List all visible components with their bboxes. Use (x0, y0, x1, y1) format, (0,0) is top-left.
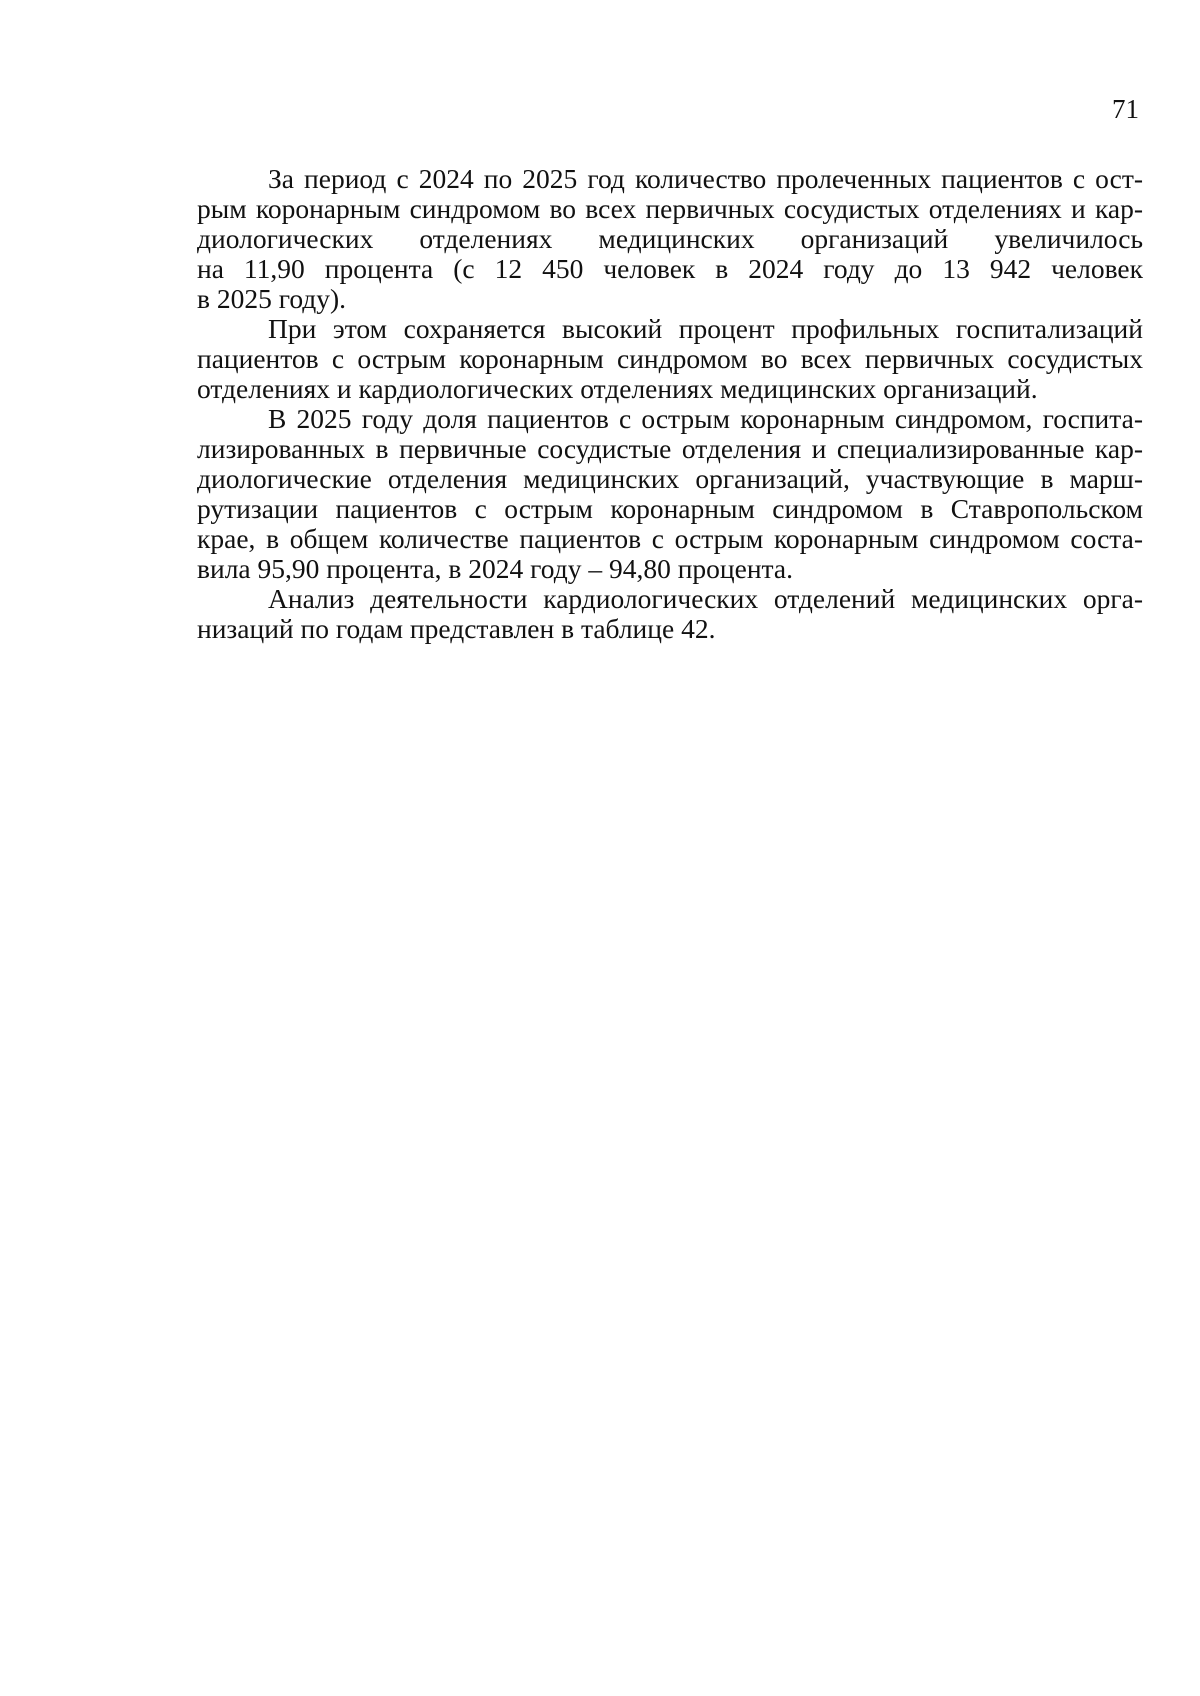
paragraph-1-line-1: За период с 2024 по 2025 год количество пролеченных пациентов с ост- (268, 163, 1143, 194)
paragraph-2-line-1: При этом сохраняется высокий процент профильных госпитализаций (268, 313, 1143, 344)
page-number: 71 (1112, 94, 1139, 124)
paragraph-1-line-2: рым коронарным синдромом во всех первичных сосудистых отделениях и кар- (197, 193, 1143, 224)
paragraph-4-line-2: низаций по годам представлен в таблице 42. (197, 613, 716, 644)
paragraph-1-line-5: в 2025 году). (197, 283, 347, 314)
paragraph-2-line-3: отделениях и кардиологических отделениях медицинских организаций. (197, 373, 1038, 404)
paragraph-3-line-4: рутизации пациентов с острым коронарным синдромом в Ставропольском (197, 493, 1143, 524)
paragraph-4-line-1: Анализ деятельности кардиологических отделений медицинских орга- (268, 583, 1143, 614)
paragraph-3-line-6: вила 95,90 процента, в 2024 году – 94,80 процента. (197, 553, 793, 584)
paragraph-2-line-2: пациентов с острым коронарным синдромом во всех первичных сосудистых (197, 343, 1143, 374)
paragraph-3-line-1: В 2025 году доля пациентов с острым коронарным синдромом, госпита- (268, 403, 1143, 434)
paragraph-1-line-4: на 11,90 процента (с 12 450 человек в 2024 году до 13 942 человек (197, 253, 1143, 284)
paragraph-3-line-2: лизированных в первичные сосудистые отделения и специализированные кар- (197, 433, 1143, 464)
paragraph-3-line-3: диологические отделения медицинских организаций, участвующие в марш- (197, 463, 1143, 494)
paragraph-3-line-5: крае, в общем количестве пациентов с острым коронарным синдромом соста- (197, 523, 1143, 554)
paragraph-1-line-3: диологических отделениях медицинских организаций увеличилось (197, 223, 1143, 254)
